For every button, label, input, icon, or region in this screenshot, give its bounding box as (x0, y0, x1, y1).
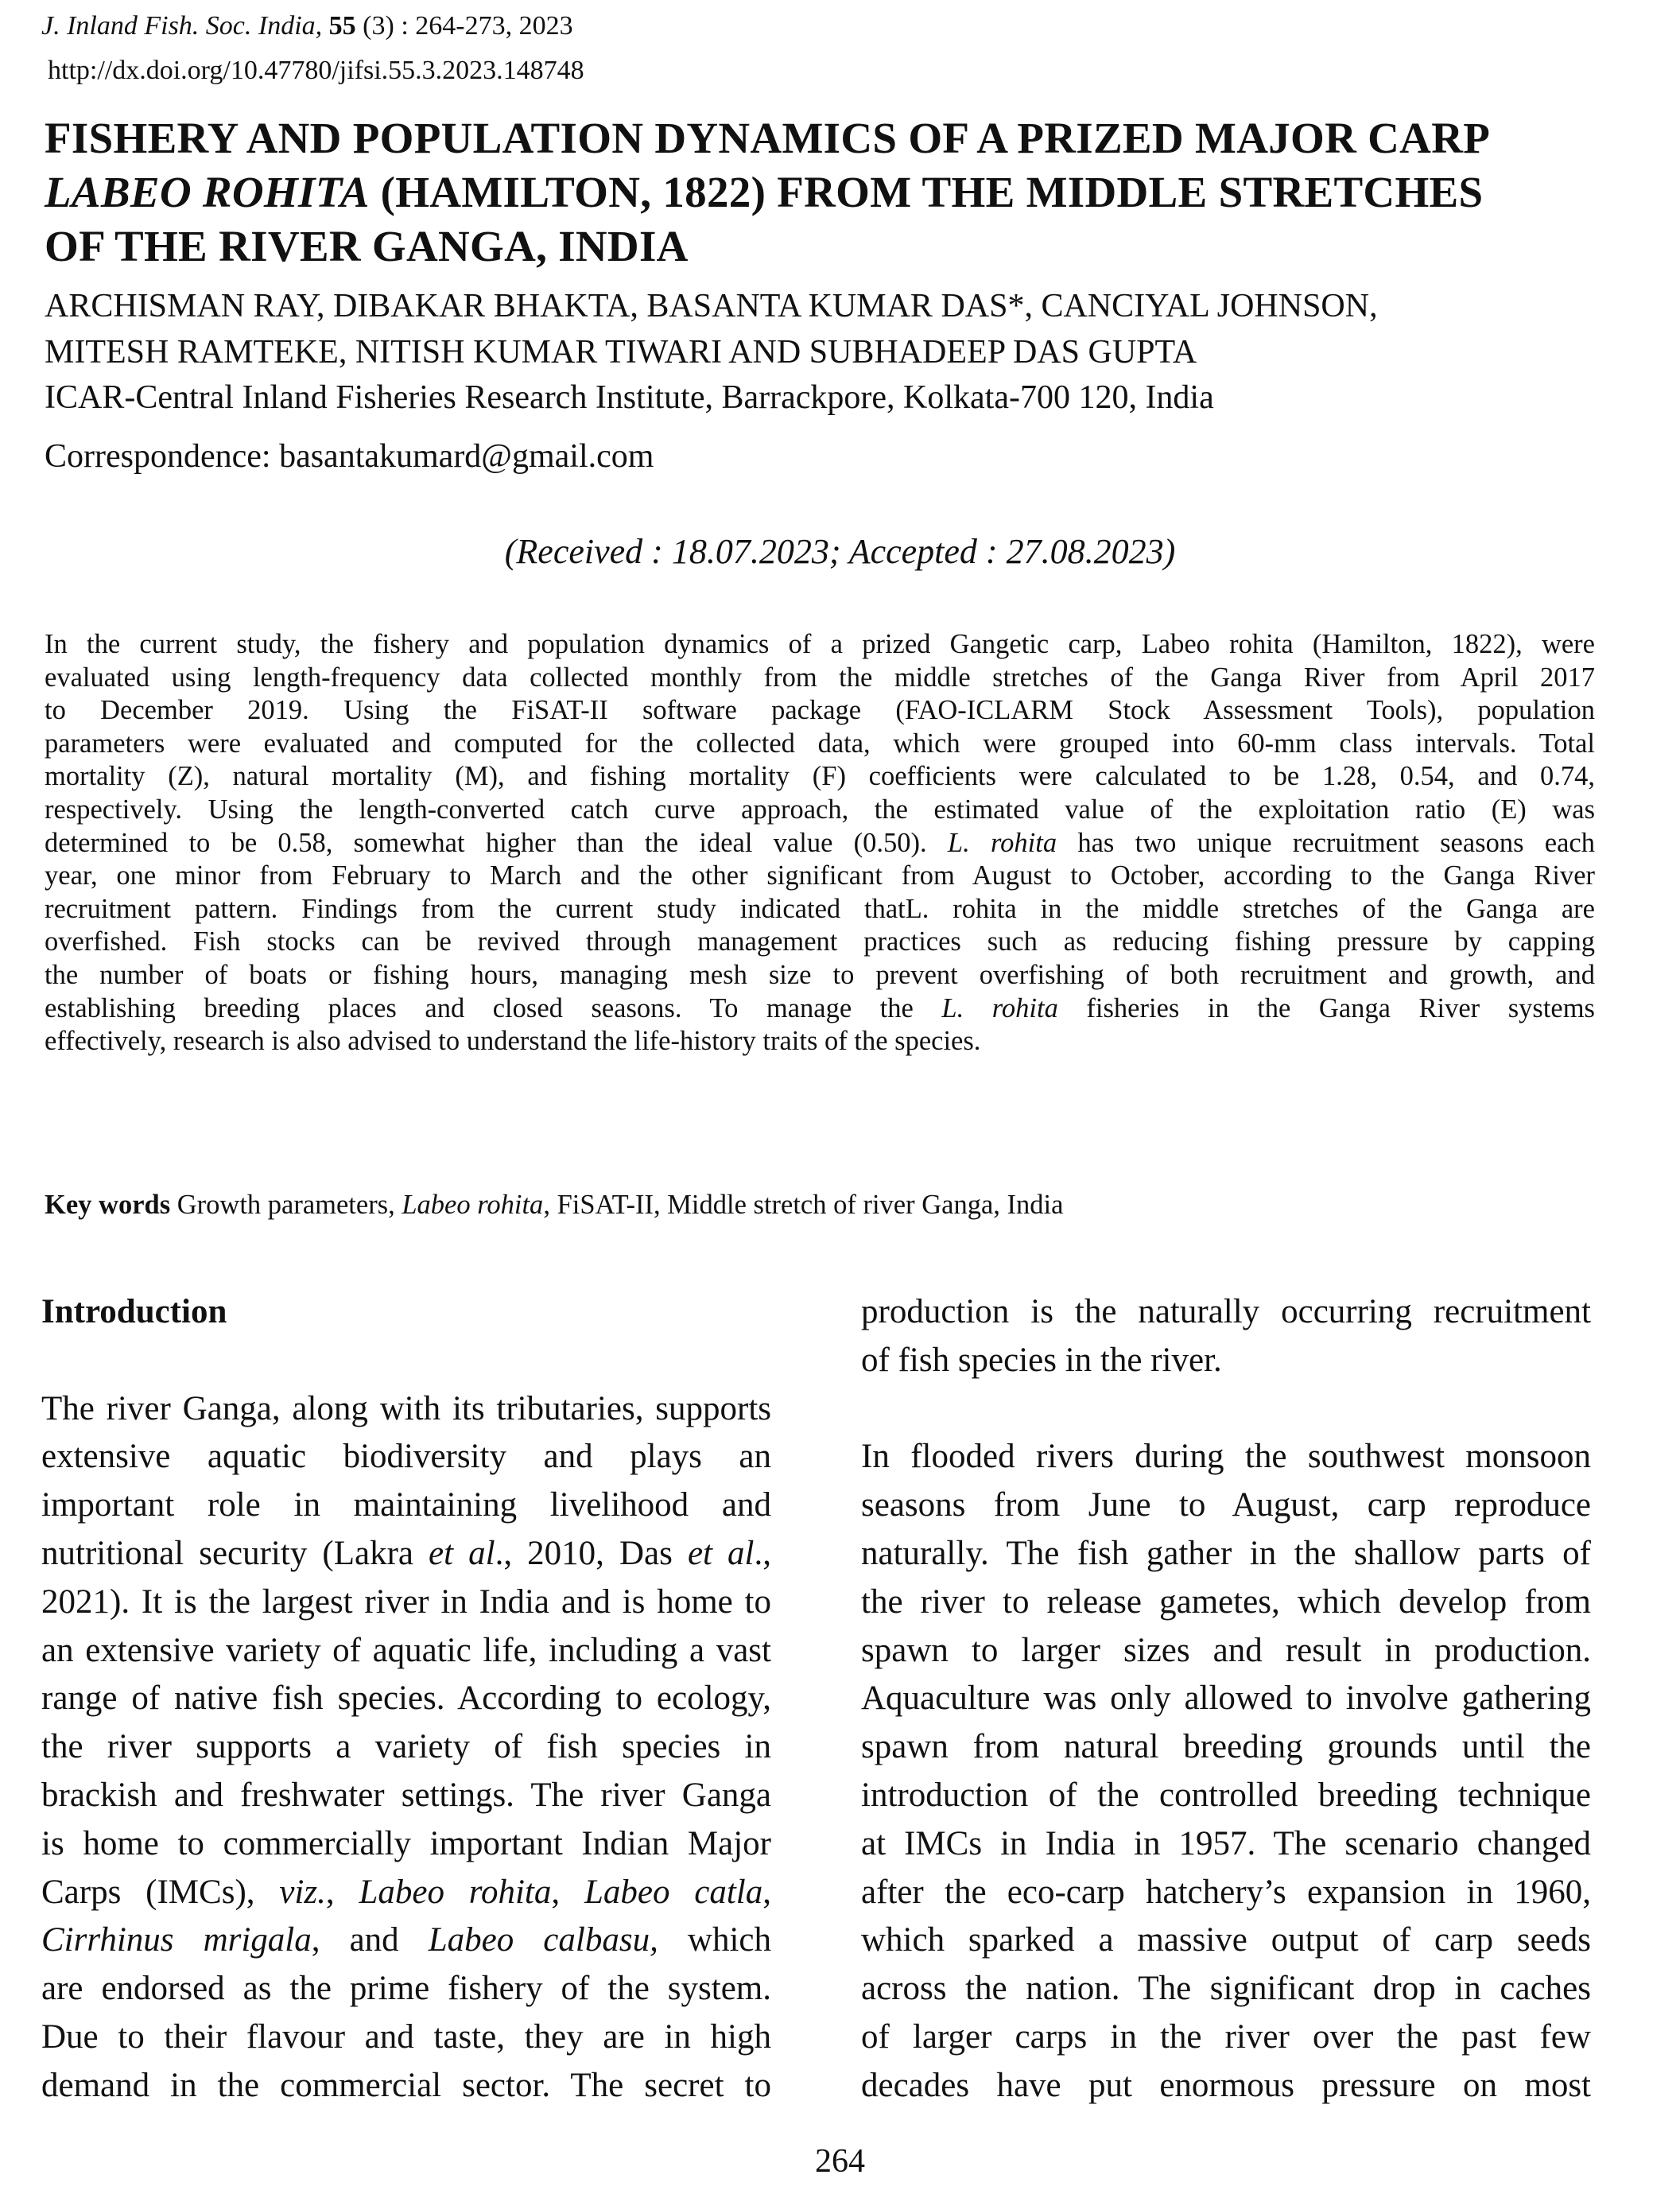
journal-volume: 55 (328, 11, 356, 41)
body-line: Due to their flavour and taste, they are in high (41, 2017, 771, 2056)
body-line: spawn from natural breeding grounds until the (861, 1728, 1591, 1766)
right-column (861, 1288, 1591, 2111)
abstract-line: to December 2019. Using the FiSAT-II software package (FAO-ICLARM Stock Assessment Tools), population (45, 695, 1595, 726)
body-text: ., 2010, Das (495, 1534, 688, 1572)
body-line (41, 1916, 771, 1965)
viz: viz. (279, 1873, 326, 1911)
abstract-line: year, one minor from February to March and the other significant from August to October, according to the Ganga River (45, 860, 1595, 891)
left-column (41, 1288, 771, 2111)
body-line: decades have put enormous pressure on most (861, 2066, 1591, 2104)
abstract-text: establishing breeding places and closed seasons. To manage the (45, 992, 942, 1023)
abstract (45, 628, 1595, 1058)
body-line: after the eco-carp hatchery’s expansion in 1960, (861, 1873, 1591, 1911)
paragraph-gap (41, 1337, 771, 1385)
body-line: is home to commercially important Indian Major (41, 1824, 771, 1862)
body-line: of larger carps in the river over the past few (861, 2017, 1591, 2056)
correspondence-email[interactable]: Correspondence: basantakumard@gmail.com (45, 438, 654, 475)
abstract-line: mortality (Z), natural mortality (M), and fishing mortality (F) coefficients were calculated to be 1.28, 0.54, and 0.74, (45, 761, 1595, 792)
body-line: an extensive variety of aquatic life, including a vast (41, 1631, 771, 1669)
et-al: et al (429, 1534, 495, 1572)
abstract-line: respectively. Using the length-converted catch curve approach, the estimated value of the exploitation ratio (E) was (45, 794, 1595, 825)
body-text: Carps (IMCs), (41, 1873, 280, 1911)
page-number: 264 (815, 2143, 865, 2180)
keywords-species: Labeo rohita (402, 1190, 544, 1220)
journal-issue-pages: (3) : 264-273, 2023 (363, 11, 573, 41)
abstract-line: evaluated using length-frequency data collected monthly from the middle stretches of the Ganga River from April 2017 (45, 662, 1595, 693)
abstract-text: has two unique recruitment seasons each (1057, 827, 1595, 858)
journal-name: J. Inland Fish. Soc. India, (41, 11, 323, 41)
body-line: important role in maintaining livelihood and (41, 1486, 771, 1524)
body-line: The river Ganga, along with its tributaries, supports (41, 1389, 771, 1427)
body-text: , (325, 1873, 359, 1911)
body-line: brackish and freshwater settings. The river Ganga (41, 1776, 771, 1814)
keywords-text: , FiSAT-II, Middle stretch of river Ganga, India (543, 1190, 1064, 1220)
body-text: , and (311, 1921, 429, 1959)
author-list (45, 283, 1643, 375)
species-name: Labeo calbasu, (428, 1921, 658, 1959)
keywords-label: Key words (45, 1190, 171, 1220)
body-line: In flooded rivers during the southwest monsoon (861, 1438, 1591, 1476)
body-text: which (658, 1921, 771, 1959)
body-text: ., (754, 1534, 772, 1572)
abstract-line: parameters were evaluated and computed for the collected data, which were grouped into 60-mm class intervals. Total (45, 728, 1595, 759)
species-name: Labeo catla (584, 1873, 763, 1911)
body-text: , (762, 1873, 771, 1911)
abstract-line: effectively, research is also advised to understand the life-history traits of the species. (45, 1026, 981, 1057)
paragraph-gap (861, 1385, 1591, 1434)
abstract-line (45, 827, 1595, 860)
abstract-text: determined to be 0.58, somewhat higher than the ideal value (0.50). (45, 827, 948, 858)
body-line: across the nation. The significant drop in caches (861, 1970, 1591, 2008)
body-line (41, 1869, 771, 1917)
et-al: et al (687, 1534, 755, 1572)
abstract-text: fisheries in the Ganga River systems (1057, 992, 1595, 1023)
body-line (41, 1530, 771, 1579)
body-line: 2021). It is the largest river in India and is home to (41, 1582, 771, 1621)
abstract-line: the number of boats or fishing hours, managing mesh size to prevent overfishing of both recruitment and growth, and (45, 959, 1595, 990)
authors-line-1: ARCHISMAN RAY, DIBAKAR BHAKTA, BASANTA KUMAR DAS*, CANCIYAL JOHNSON, (45, 288, 1378, 324)
species-name: L. rohita (947, 827, 1057, 858)
body-line: introduction of the controlled breeding technique (861, 1776, 1591, 1814)
affiliation: ICAR-Central Inland Fisheries Research Institute, Barrackpore, Kolkata-700 120, India (45, 379, 1214, 416)
species-name: L. rohita (941, 992, 1058, 1023)
body-line: production is the naturally occurring recruitment (861, 1293, 1591, 1330)
body-line: demand in the commercial sector. The secret to (41, 2066, 771, 2104)
body-line: are endorsed as the prime fishery of the system. (41, 1970, 771, 2008)
paper-title (45, 111, 1643, 274)
keywords (45, 1190, 1063, 1221)
body-line: the river supports a variety of fish species in (41, 1728, 771, 1766)
body-line: spawn to larger sizes and result in production. (861, 1631, 1591, 1669)
abstract-line (45, 992, 1595, 1026)
doi-link[interactable]: http://dx.doi.org/10.47780/jifsi.55.3.2023.148748 (48, 56, 584, 85)
received-accepted-dates: (Received : 18.07.2023; Accepted : 27.08.2023) (504, 532, 1176, 571)
journal-citation (41, 11, 573, 41)
body-text: , (551, 1873, 584, 1911)
title-line-3: OF THE RIVER GANGA, INDIA (45, 222, 689, 270)
species-name: Labeo rohita (359, 1873, 552, 1911)
title-line-1: FISHERY AND POPULATION DYNAMICS OF A PRIZED MAJOR CARP (45, 114, 1491, 162)
body-line: extensive aquatic biodiversity and plays an (41, 1438, 771, 1476)
body-line: of fish species in the river. (861, 1341, 1222, 1379)
title-species: LABEO ROHITA (45, 168, 370, 216)
body-line: seasons from June to August, carp reproduce (861, 1486, 1591, 1524)
abstract-line: In the current study, the fishery and population dynamics of a prized Gangetic carp, Labeo rohita (Hamilton, 1822), were (45, 629, 1595, 659)
title-line-2 (45, 165, 1643, 219)
abstract-line: recruitment pattern. Findings from the current study indicated thatL. rohita in the middle stretches of the Ganga are (45, 893, 1595, 924)
body-line: range of native fish species. According to ecology, (41, 1679, 771, 1718)
body-line: which sparked a massive output of carp seeds (861, 1921, 1591, 1959)
body-line: at IMCs in India in 1957. The scenario changed (861, 1824, 1591, 1862)
body-line: naturally. The fish gather in the shallow parts of (861, 1534, 1591, 1572)
authors-line-2: MITESH RAMTEKE, NITISH KUMAR TIWARI AND SUBHADEEP DAS GUPTA (45, 334, 1197, 371)
species-name: Cirrhinus mrigala (41, 1921, 312, 1959)
body-line: Aquaculture was only allowed to involve gathering (861, 1679, 1591, 1718)
title-line-2-rest: (HAMILTON, 1822) FROM THE MIDDLE STRETCHES (369, 168, 1484, 216)
body-text: nutritional security (Lakra (41, 1534, 429, 1572)
abstract-line: overfished. Fish stocks can be revived through management practices such as reducing fishing pressure by capping (45, 926, 1595, 957)
body-line: the river to release gametes, which develop from (861, 1582, 1591, 1621)
section-heading-introduction: Introduction (41, 1293, 227, 1330)
keywords-text: Growth parameters, (170, 1190, 402, 1220)
